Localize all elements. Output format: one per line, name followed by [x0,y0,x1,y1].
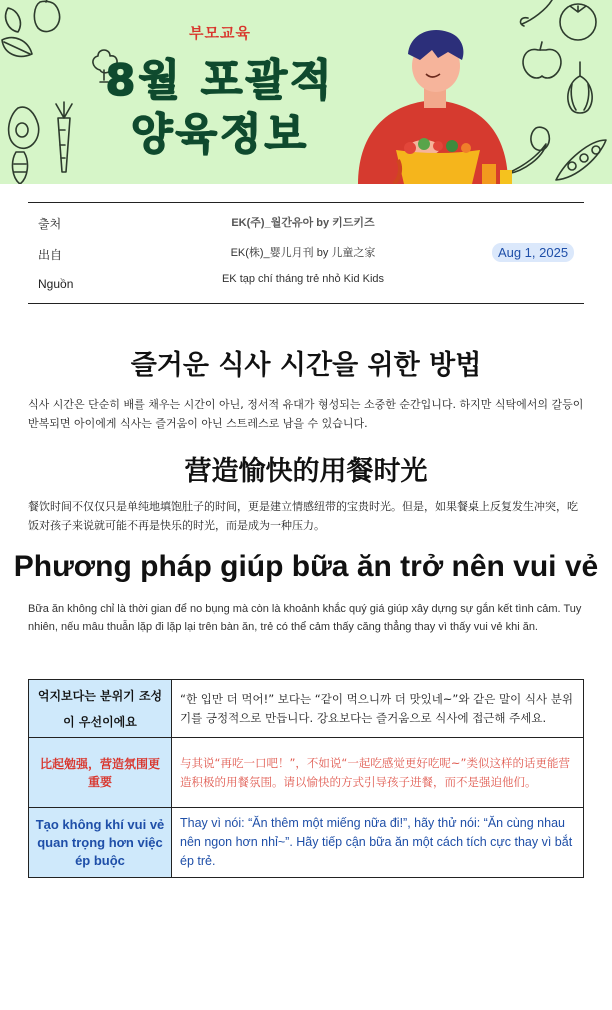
source-citation-box [28,202,584,304]
banner-title-line1: 8월 포괄적 [105,56,335,106]
section-heading-vi: Phương pháp giúp bữa ăn trở nên vui vẻ [13,550,599,583]
tip-text-ko: “한 입만 더 먹어!” 보다는 “같이 먹으니까 더 맛있네~”와 같은 말이 식사 분위기를 긍정적으로 만듭니다. 강요보다는 즐거움으로 식사에 접근해 주세요. [172,680,584,738]
banner-subtitle: 부모교육 [189,24,251,42]
tip-key-zh: 比起勉强，营造氛围更重要 [29,738,172,808]
eggplant-icon [521,0,552,26]
pepper-green-icon [531,127,549,150]
tip-row-zh [29,738,584,808]
source-value-ko: EK(주)_월간유아 by 키드키즈 [231,217,375,229]
chili-icon [506,144,546,174]
tip-row-vi [29,808,584,878]
onion-icon [568,62,592,113]
section-heading-zh: 营造愉快的用餐时光 [184,456,428,487]
apple-icon [523,42,561,78]
tip-text-zh: 与其说“再吃一口吧！”，不如说“一起吃感觉更好吃呢~”类似这样的话更能营造积极的用餐氛围。请以愉快的方式引导孩子进餐，而不是强迫他们。 [172,738,584,808]
tip-text-vi: Thay vì nói: “Ăn thêm một miếng nữa đi!”, hãy thử nói: “Ăn cùng nhau nên ngon hơn nhỉ~”. Hãy tiếp cận bữa ăn một cách tích cực thay vì bắt ép trẻ. [172,808,584,878]
banner-title-line2: 양육정보 [130,110,310,160]
tomato-icon [560,4,596,40]
section-body-zh: 餐饮时间不仅仅只是单纯地填饱肚子的时间，更是建立情感纽带的宝贵时光。但是，如果餐桌上反复发生冲突，吃饭对孩子来说就可能不再是快乐的时光，而是成为一种压力。 [28,500,578,532]
source-value-zh: EK(株)_婴儿月刊 by 儿童之家 [230,247,376,259]
source-label-vi: Nguồn [38,277,74,291]
source-value-vi: EK tạp chí tháng trẻ nhỏ Kid Kids [221,273,385,285]
tip-key-ko: 억지보다는 분위기 조성이 우선이에요 [29,680,172,738]
tips-table [28,679,584,878]
tip-key-vi: Tạo không khí vui vẻ quan trọng hơn việc ép buộc [29,808,172,878]
source-label-ko: 출처 [38,217,62,231]
source-label-zh: 出自 [38,248,63,262]
section-body-vi: Bữa ăn không chỉ là thời gian để no bụng mà còn là khoảnh khắc quý giá giúp xây dựng sự gắn kết tình cảm. Tuy nhiên, nếu mâu thuẫn lặp đi lặp lại trên bàn ăn, trẻ có thể cảm thấy căng thẳng thay vì thấy vui vẻ khi ăn. [28,603,582,633]
section-body-ko: 식사 시간은 단순히 배를 채우는 시간이 아닌, 정서적 유대가 형성되는 소중한 순간입니다. 하지만 식탁에서의 갈등이 반복되면 아이에게 식사는 즐거움이 아닌 스트레스로 남을 수 있습니다. [28,398,584,430]
tip-row-ko [29,680,584,738]
section-heading-ko: 즐거운 식사 시간을 위한 방법 [130,350,482,381]
peapod-icon [556,140,606,180]
header-banner [0,0,612,184]
date-badge: Aug 1, 2025 [492,243,574,262]
